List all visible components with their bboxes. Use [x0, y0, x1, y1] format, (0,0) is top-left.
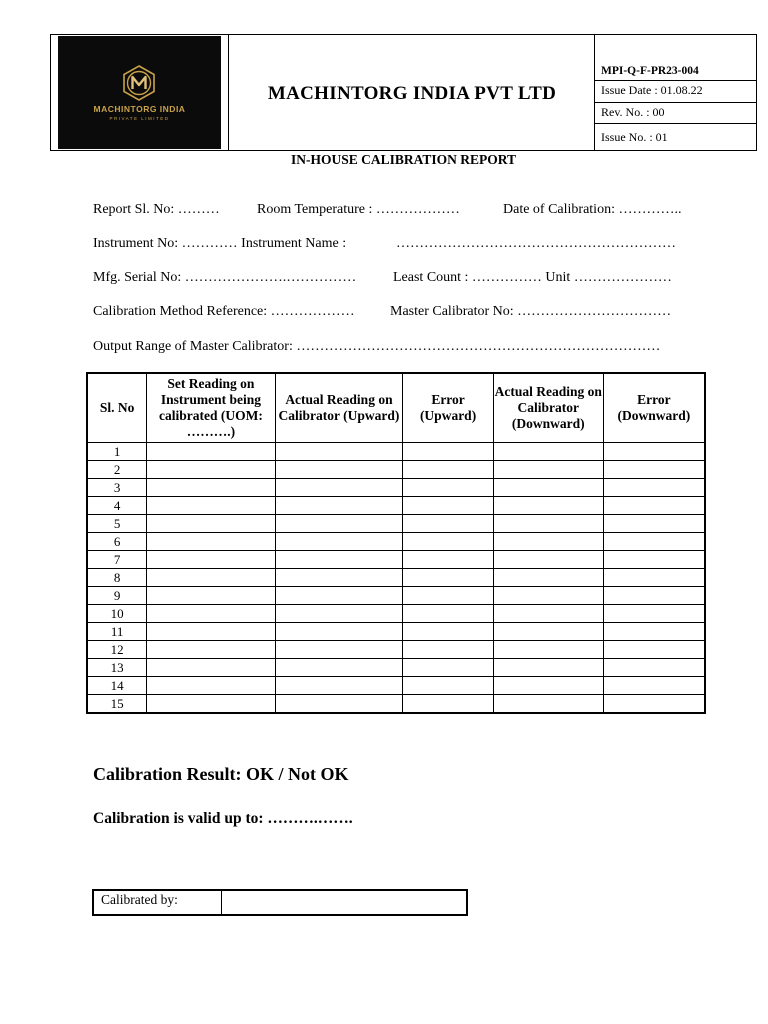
table-cell: [403, 479, 494, 497]
table-cell: [275, 569, 403, 587]
table-row: [87, 551, 705, 569]
hexagon-m-logo-icon: [120, 64, 158, 102]
table-cell: [403, 659, 494, 677]
issue-number: Issue No. : 01: [595, 123, 756, 150]
table-row: [87, 623, 705, 641]
table-cell: [147, 461, 276, 479]
company-name: MACHINTORG INDIA PVT LTD: [267, 83, 557, 104]
table-cell: [403, 695, 494, 714]
row-number: 15: [87, 695, 147, 714]
table-cell: [603, 461, 705, 479]
table-cell: [147, 515, 276, 533]
document-meta-cell: [595, 35, 756, 150]
least-count-unit-field: Least Count : …………… Unit …………………: [393, 270, 672, 285]
table-cell: [147, 623, 276, 641]
document-code: MPI-Q-F-PR23-004: [601, 65, 699, 77]
output-range-field: Output Range of Master Calibrator: ……………………………………………………………………: [93, 339, 661, 354]
table-cell: [493, 677, 603, 695]
calibration-date-field: Date of Calibration: …………..: [503, 202, 682, 217]
table-cell: [275, 587, 403, 605]
table-cell: [603, 623, 705, 641]
table-cell: [403, 623, 494, 641]
table-cell: [403, 569, 494, 587]
revision-number: Rev. No. : 00: [595, 102, 756, 124]
table-cell: [493, 587, 603, 605]
row-number: 4: [87, 497, 147, 515]
table-row: [87, 605, 705, 623]
row-number: 8: [87, 569, 147, 587]
table-cell: [403, 587, 494, 605]
row-number: 3: [87, 479, 147, 497]
header-error-upward: Error (Upward): [403, 373, 494, 443]
table-cell: [493, 461, 603, 479]
table-cell: [403, 443, 494, 461]
table-cell: [603, 659, 705, 677]
table-cell: [147, 605, 276, 623]
table-cell: [403, 497, 494, 515]
master-calibrator-field: Master Calibrator No: ……………………………: [390, 304, 672, 319]
mfg-serial-field: Mfg. Serial No: ………………….……………: [93, 270, 357, 285]
table-cell: [275, 533, 403, 551]
table-cell: [275, 515, 403, 533]
calibration-result: Calibration Result: OK / Not OK: [93, 764, 349, 784]
table-cell: [403, 461, 494, 479]
table-cell: [275, 659, 403, 677]
table-cell: [493, 533, 603, 551]
table-cell: [603, 479, 705, 497]
row-number: 1: [87, 443, 147, 461]
row-number: 2: [87, 461, 147, 479]
table-row: [87, 587, 705, 605]
calibration-table: [86, 372, 706, 714]
table-row: [87, 569, 705, 587]
table-cell: [493, 443, 603, 461]
header-error-downward: Error (Downward): [603, 373, 705, 443]
table-cell: [147, 587, 276, 605]
table-cell: [275, 641, 403, 659]
table-cell: [603, 497, 705, 515]
company-logo: [58, 36, 221, 149]
row-number: 11: [87, 623, 147, 641]
instrument-name-blank: ……………………………………………………: [396, 236, 676, 251]
table-cell: [275, 479, 403, 497]
table-cell: [493, 479, 603, 497]
table-cell: [603, 533, 705, 551]
row-number: 9: [87, 587, 147, 605]
table-cell: [493, 623, 603, 641]
table-cell: [403, 515, 494, 533]
table-cell: [493, 551, 603, 569]
report-title: IN-HOUSE CALIBRATION REPORT: [290, 152, 517, 167]
table-cell: [493, 641, 603, 659]
table-cell: [403, 533, 494, 551]
table-row: [87, 479, 705, 497]
table-cell: [403, 677, 494, 695]
table-cell: [275, 623, 403, 641]
table-row: [87, 497, 705, 515]
table-cell: [403, 605, 494, 623]
table-cell: [147, 569, 276, 587]
table-cell: [147, 479, 276, 497]
calibration-validity: Calibration is valid up to: ……….…….: [93, 810, 353, 827]
table-cell: [603, 641, 705, 659]
table-row: [87, 443, 705, 461]
table-cell: [603, 695, 705, 714]
table-row: [87, 677, 705, 695]
logo-name: MACHINTORG INDIA: [93, 104, 186, 114]
table-cell: [275, 443, 403, 461]
row-number: 12: [87, 641, 147, 659]
table-row: [87, 533, 705, 551]
document-header: [50, 34, 757, 151]
table-cell: [275, 695, 403, 714]
table-cell: [493, 515, 603, 533]
table-cell: [493, 605, 603, 623]
table-row: [87, 515, 705, 533]
row-number: 5: [87, 515, 147, 533]
row-number: 10: [87, 605, 147, 623]
row-number: 6: [87, 533, 147, 551]
table-cell: [147, 533, 276, 551]
table-cell: [147, 641, 276, 659]
row-number: 14: [87, 677, 147, 695]
table-cell: [147, 551, 276, 569]
calibrated-by-box: [92, 889, 468, 916]
header-actual-upward: Actual Reading on Calibrator (Upward): [275, 373, 403, 443]
report-serial-field: Report Sl. No: ………: [93, 202, 220, 217]
table-header-row: [87, 373, 705, 443]
table-cell: [147, 443, 276, 461]
table-cell: [147, 695, 276, 714]
calibration-method-field: Calibration Method Reference: ………………: [93, 304, 355, 319]
row-number: 7: [87, 551, 147, 569]
table-cell: [403, 551, 494, 569]
table-cell: [147, 497, 276, 515]
header-sl-no: Sl. No: [87, 373, 147, 443]
table-cell: [147, 677, 276, 695]
table-cell: [275, 461, 403, 479]
table-cell: [275, 551, 403, 569]
table-row: [87, 641, 705, 659]
table-cell: [275, 677, 403, 695]
company-title-cell: [229, 35, 595, 150]
table-row: [87, 461, 705, 479]
logo-cell: [51, 35, 229, 150]
table-cell: [493, 497, 603, 515]
table-cell: [493, 569, 603, 587]
header-set-reading: Set Reading on Instrument being calibrated (UOM: ……….): [147, 373, 276, 443]
table-cell: [275, 605, 403, 623]
issue-date: Issue Date : 01.08.22: [595, 80, 756, 103]
calibrated-by-label: Calibrated by:: [94, 891, 222, 914]
table-body: [87, 443, 705, 714]
room-temperature-field: Room Temperature : ………………: [257, 202, 460, 217]
table-cell: [603, 605, 705, 623]
table-cell: [147, 659, 276, 677]
header-actual-downward: Actual Reading on Calibrator (Downward): [493, 373, 603, 443]
instrument-number-field: Instrument No: ………… Instrument Name :: [93, 236, 347, 251]
table-cell: [603, 587, 705, 605]
table-cell: [603, 551, 705, 569]
logo-subtitle: PRIVATE LIMITED: [109, 116, 170, 121]
table-cell: [403, 641, 494, 659]
table-cell: [603, 515, 705, 533]
table-row: [87, 659, 705, 677]
row-number: 13: [87, 659, 147, 677]
table-cell: [493, 659, 603, 677]
table-cell: [603, 443, 705, 461]
table-cell: [275, 497, 403, 515]
table-cell: [603, 569, 705, 587]
table-cell: [603, 677, 705, 695]
table-cell: [493, 695, 603, 714]
table-row: [87, 695, 705, 714]
